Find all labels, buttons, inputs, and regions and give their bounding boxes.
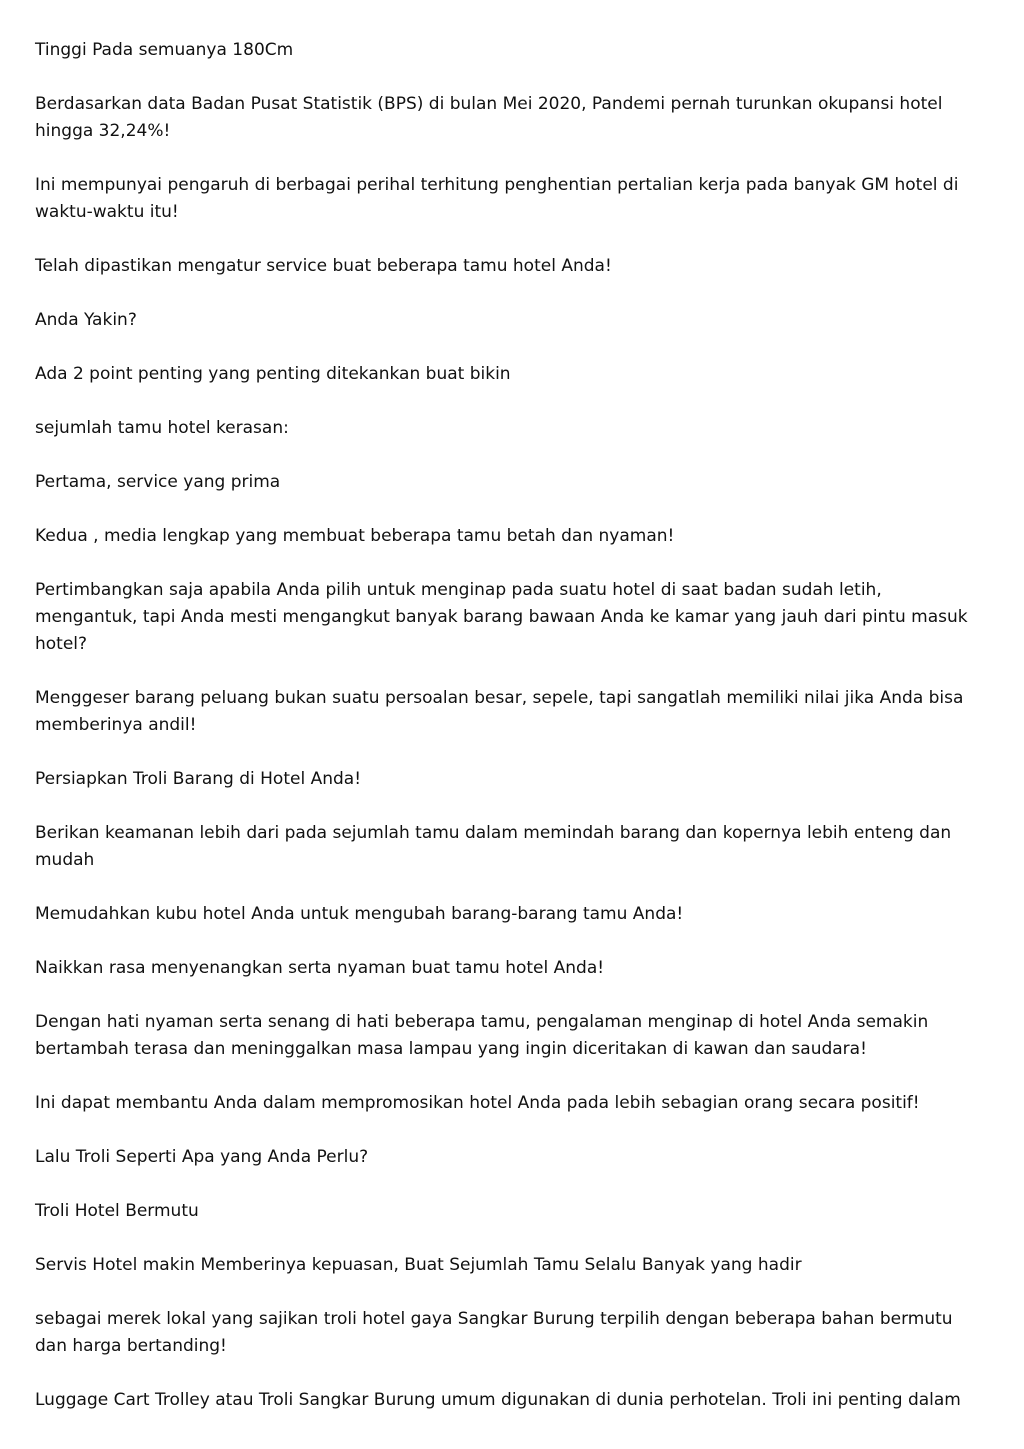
- paragraph: Pertimbangkan saja apabila Anda pilih untuk menginap pada suatu hotel di saat badan sudah letih, mengantuk, tapi Anda mesti mengangkut banyak barang bawaan Anda ke kamar yang jauh dari pintu masuk hotel?: [35, 580, 968, 654]
- paragraph: Troli Hotel Bermutu: [35, 1201, 199, 1221]
- paragraph: Lalu Troli Seperti Apa yang Anda Perlu?: [35, 1147, 369, 1167]
- paragraph: Servis Hotel makin Memberinya kepuasan, Buat Sejumlah Tamu Selalu Banyak yang hadir: [35, 1255, 802, 1275]
- paragraph: Ada 2 point penting yang penting ditekankan buat bikin: [35, 364, 511, 384]
- paragraph: Naikkan rasa menyenangkan serta nyaman buat tamu hotel Anda!: [35, 958, 605, 978]
- document-page: [35, 37, 985, 1441]
- paragraph: Menggeser barang peluang bukan suatu persoalan besar, sepele, tapi sangatlah memiliki nilai jika Anda bisa memberinya andil!: [35, 688, 964, 735]
- paragraph: Persiapkan Troli Barang di Hotel Anda!: [35, 769, 362, 789]
- paragraph: Tinggi Pada semuanya 180Cm: [35, 40, 294, 60]
- paragraph: Berdasarkan data Badan Pusat Statistik (BPS) di bulan Mei 2020, Pandemi pernah turunkan okupansi hotel hingga 32,24%!: [35, 94, 943, 141]
- paragraph: Dengan hati nyaman serta senang di hati beberapa tamu, pengalaman menginap di hotel Anda semakin bertambah terasa dan meninggalkan masa lampau yang ingin diceritakan di kawan dan saudara!: [35, 1012, 929, 1059]
- paragraph: sejumlah tamu hotel kerasan:: [35, 418, 289, 438]
- paragraph: Memudahkan kubu hotel Anda untuk mengubah barang-barang tamu Anda!: [35, 904, 684, 924]
- paragraph: Anda Yakin?: [35, 310, 137, 330]
- paragraph: Ini dapat membantu Anda dalam mempromosikan hotel Anda pada lebih sebagian orang secara positif!: [35, 1093, 920, 1113]
- paragraph: Berikan keamanan lebih dari pada sejumlah tamu dalam memindah barang dan kopernya lebih enteng dan mudah: [35, 823, 952, 870]
- paragraph: sebagai merek lokal yang sajikan troli hotel gaya Sangkar Burung terpilih dengan beberapa bahan bermutu dan harga bertanding!: [35, 1309, 953, 1356]
- paragraph: Telah dipastikan mengatur service buat beberapa tamu hotel Anda!: [35, 256, 612, 276]
- paragraph: Ini mempunyai pengaruh di berbagai perihal terhitung penghentian pertalian kerja pada banyak GM hotel di waktu-waktu itu!: [35, 175, 959, 222]
- paragraph: Kedua , media lengkap yang membuat beberapa tamu betah dan nyaman!: [35, 526, 675, 546]
- paragraph: Luggage Cart Trolley atau Troli Sangkar Burung umum digunakan di dunia perhotelan. Troli ini penting dalam: [35, 1390, 961, 1410]
- paragraph: Pertama, service yang prima: [35, 472, 281, 492]
